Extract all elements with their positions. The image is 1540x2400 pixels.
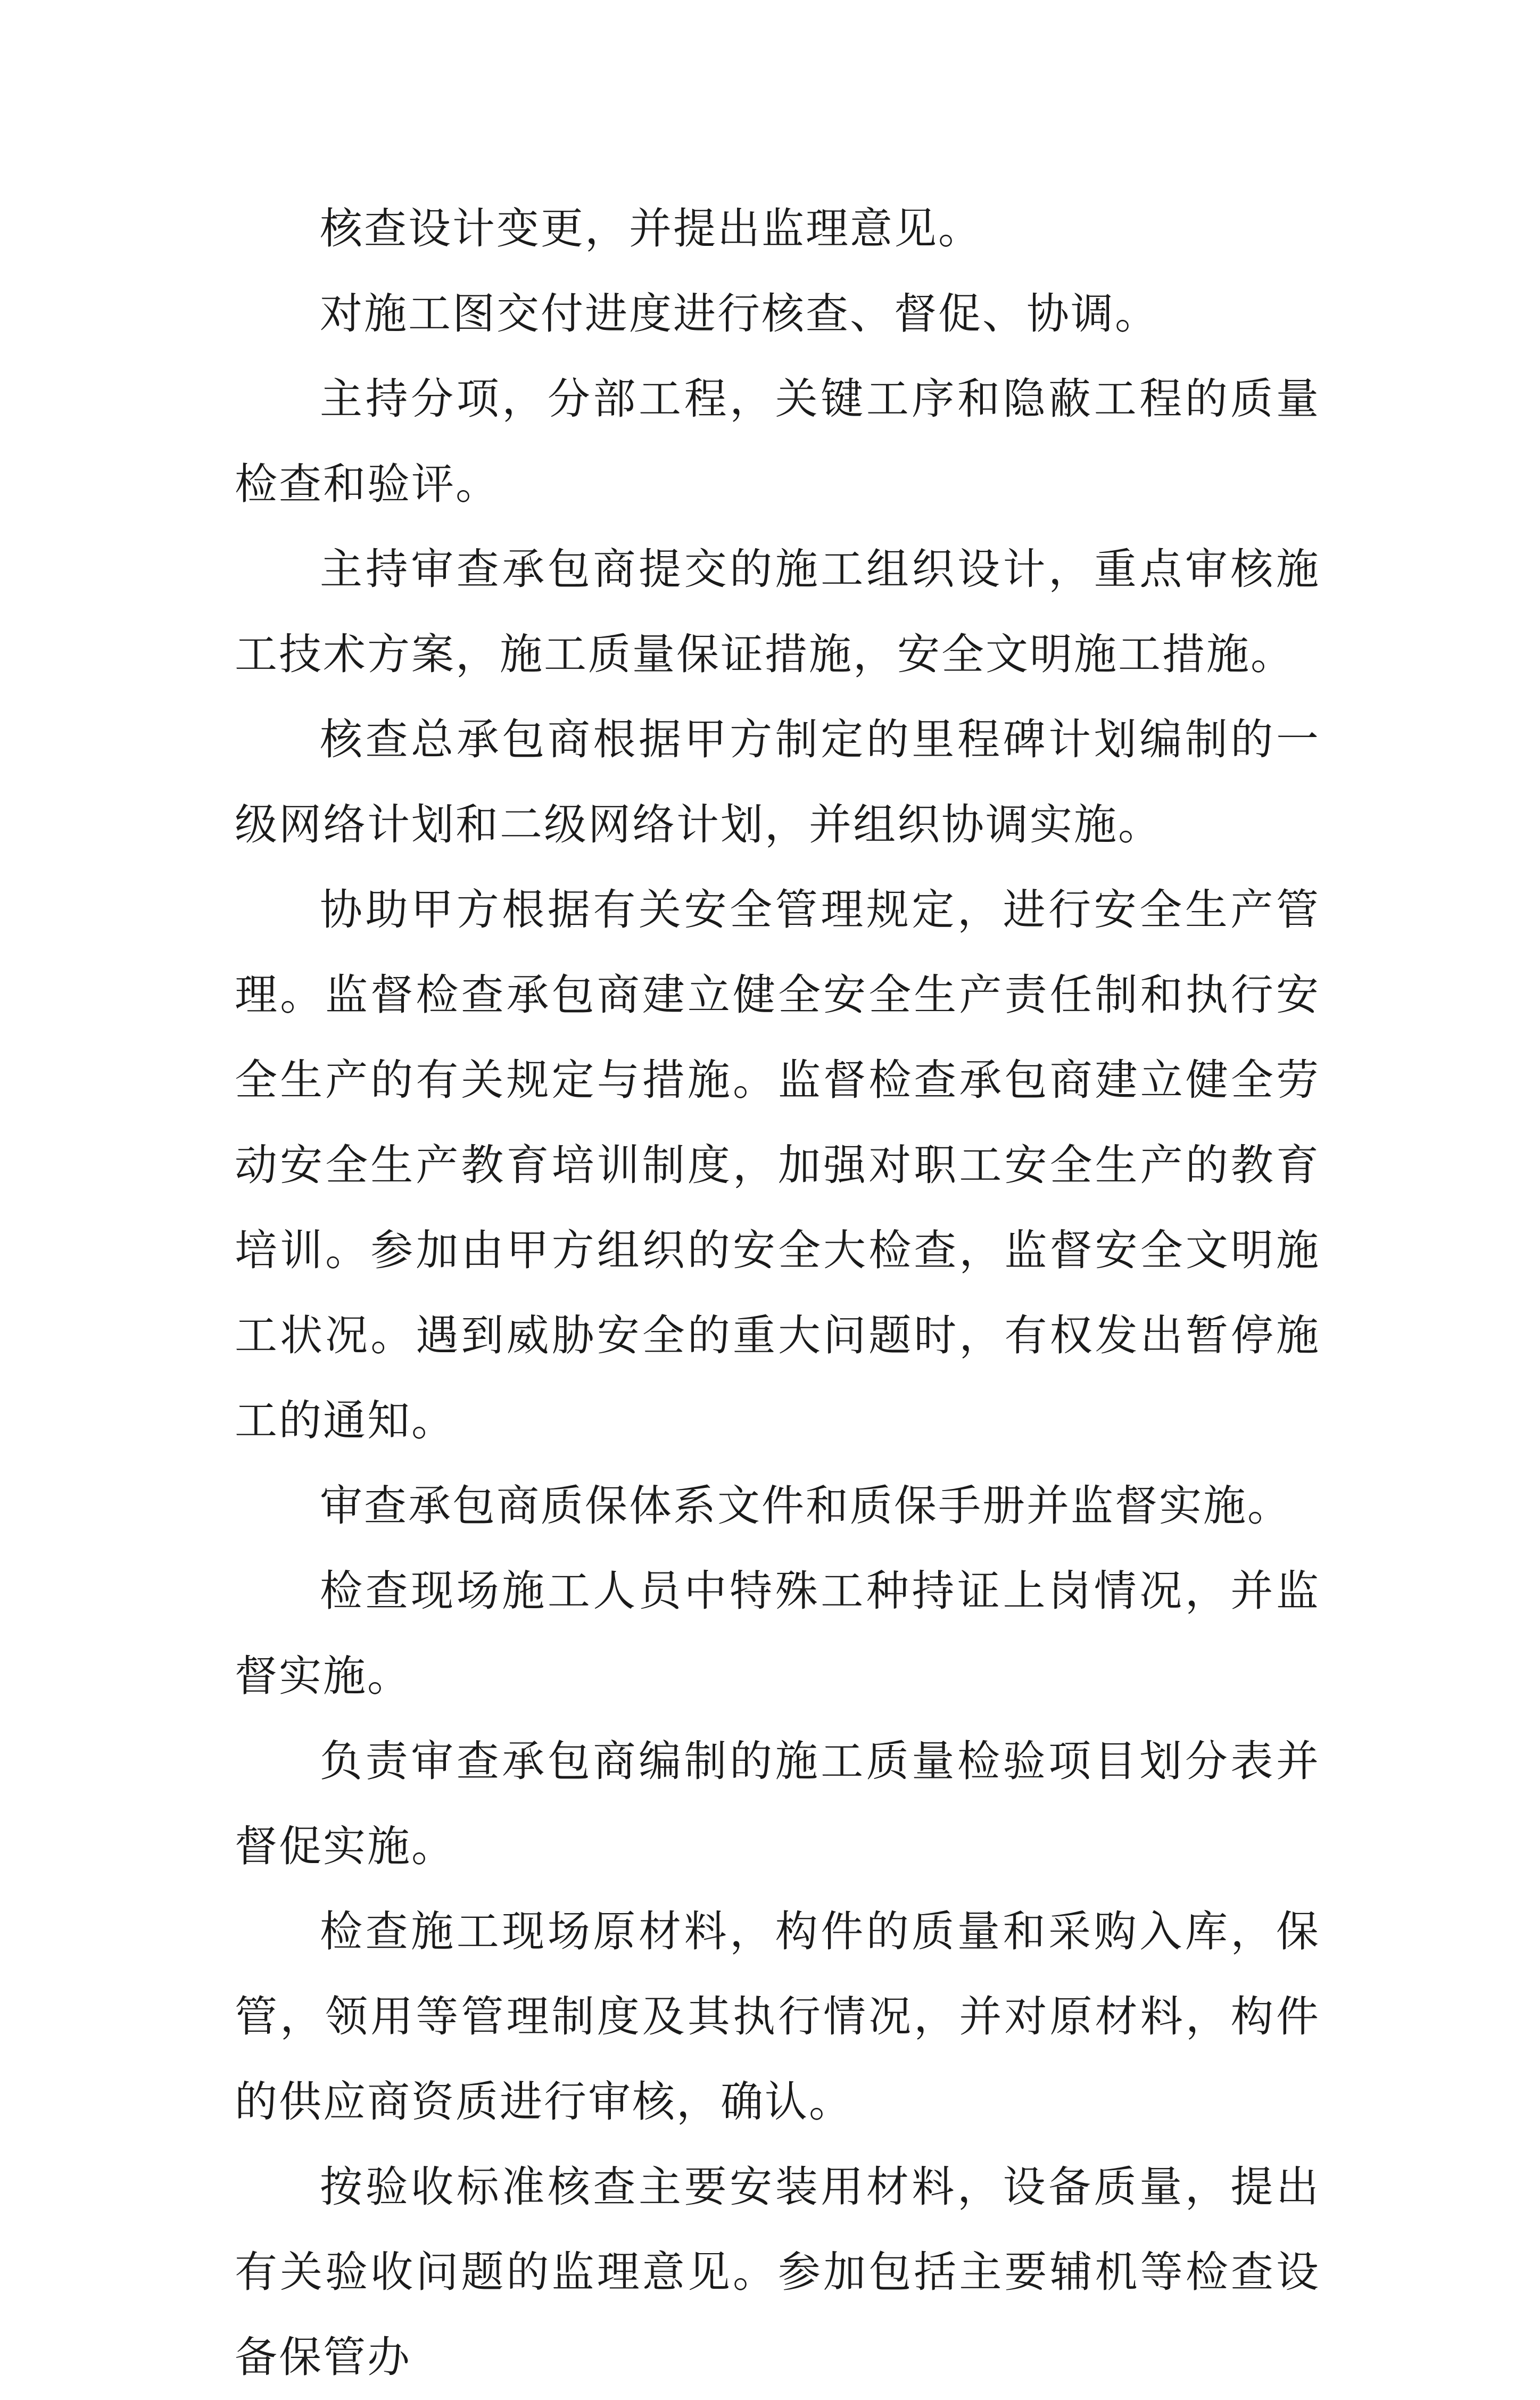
- paragraph-qa-documents: 审查承包商质保体系文件和质保手册并监督实施。: [320, 1481, 1291, 1530]
- paragraph-design-change: 核查设计变更，并提出监理意见。: [320, 204, 982, 253]
- paragraph-safety-management: 协助甲方根据有关安全管理规定，进行安全生产管理。监督检查承包商建立健全安全生产责任制和执行安全生产的有关规定与措施。监督检查承包商建立健全劳动安全生产教育培训制度，加强对职工安全生产的教育培训。参加由甲方组织的安全大检查，监督安全文明施工状况。遇到威胁安全的重大问题时，有权发出暂停施工的通知。: [235, 885, 1320, 1445]
- paragraph-inspection-items: 负责审查承包商编制的施工质量检验项目划分表并督促实施。: [235, 1736, 1320, 1871]
- paragraph-network-plan: 核查总承包商根据甲方制定的里程碑计划编制的一级网络计划和二级网络计划，并组织协调实施。: [235, 715, 1320, 849]
- paragraph-acceptance-standards: 按验收标准核查主要安装用材料，设备质量，提出有关验收问题的监理意见。参加包括主要辅机等检查设备保管办: [235, 2162, 1320, 2382]
- paragraph-special-workers: 检查现场施工人员中特殊工种持证上岗情况，并监督实施。: [235, 1566, 1320, 1701]
- paragraph-construction-design-review: 主持审查承包商提交的施工组织设计，重点审核施工技术方案，施工质量保证措施，安全文明施工措施。: [235, 544, 1320, 679]
- paragraph-quality-inspection: 主持分项，分部工程，关键工序和隐蔽工程的质量检查和验评。: [235, 374, 1320, 509]
- document-body: [235, 186, 1320, 2400]
- paragraph-raw-materials: 检查施工现场原材料，构件的质量和采购入库，保管，领用等管理制度及其执行情况，并对原材料，构件的供应商资质进行审核，确认。: [235, 1907, 1320, 2126]
- paragraph-drawing-delivery: 对施工图交付进度进行核查、督促、协调。: [320, 289, 1159, 338]
